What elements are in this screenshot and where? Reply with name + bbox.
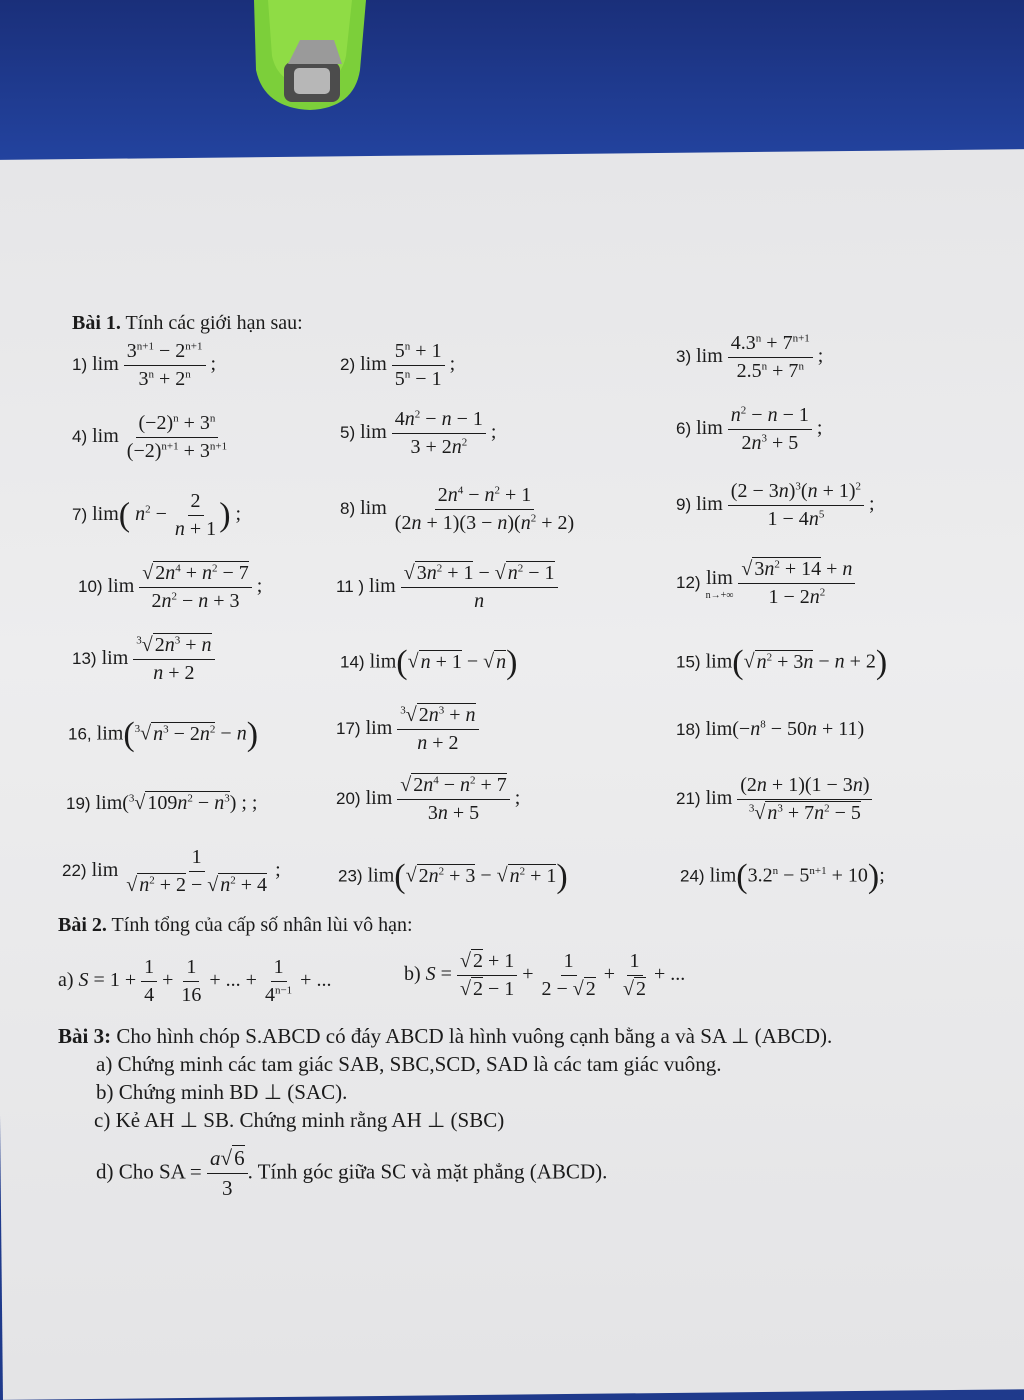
problem-12: [676, 558, 855, 609]
problem-label: 9): [676, 495, 692, 515]
problem-label: 12): [676, 573, 701, 593]
problem-label: 17): [336, 719, 361, 739]
fraction: $\frac{5^n + 1}{5^n - 1}$: [392, 340, 445, 391]
problem-6: 6) lim $\frac{n^2 - n - 1}{2n^3 + 5}$ ;: [676, 404, 823, 454]
fraction: $\frac{a√6}{3}$: [207, 1146, 248, 1201]
lim-with-subscript: [706, 567, 734, 601]
item-d-prefix: d) Cho SA =: [96, 1159, 202, 1184]
fraction: $\frac{^3√ 2n^3 + n}{n + 2}$: [397, 704, 478, 755]
bai1-instruction: Tính các giới hạn sau:: [125, 312, 303, 334]
item-label: b): [404, 963, 421, 986]
lim-subscript: n→+∞: [705, 589, 734, 601]
problem-13: [72, 634, 215, 685]
lim-text: lim: [696, 417, 723, 440]
lim-text: lim: [709, 864, 737, 887]
problem-label: 16,: [68, 724, 92, 744]
problem-11: [336, 562, 558, 613]
lim-text: lim: [696, 493, 723, 516]
problem-20: 20) lim $\frac{√ 2n^4 - n^2 + 7}{3n + 5}$ ;: [336, 774, 521, 824]
problem-9: 9) lim $\frac{(2 - 3n)^3(n + 1)^2}{1 - 4n^5}$ ;: [676, 480, 875, 530]
lim-text: lim: [92, 425, 119, 448]
fraction: $\frac{2}{n + 1}$: [174, 490, 217, 540]
problem-14: 14) lim(√ n + 1 − √ n): [340, 644, 518, 681]
problem-label: 5): [340, 423, 356, 443]
problem-2: 2) lim $\frac{5^n + 1}{5^n - 1}$ ;: [340, 340, 456, 390]
lim-text: lim: [92, 503, 119, 526]
lim-text: lim: [369, 575, 396, 598]
problem-label: 7): [72, 505, 88, 525]
fraction: $\frac{1}{√ n^2 + 2 - √ n^2 + 4}$: [126, 846, 268, 896]
lim-text: lim: [360, 497, 387, 520]
lim-text: lim: [101, 647, 129, 670]
bai3-item-b: b) Chứng minh BD ⊥ (SAC).: [96, 1080, 348, 1104]
fraction: $\frac{1}{2 - √ 2}$: [541, 950, 596, 1000]
fraction: $\frac{√ 3n^2 + 1 - √ n^2 - 1}{n}$: [401, 562, 558, 613]
lim-text: lim: [92, 353, 119, 376]
fraction: $\frac{4.3^n + 7^{n+1}}{2.5^n + 7^n}$: [728, 332, 813, 383]
fraction: $\frac{1}{16}$: [181, 956, 202, 1006]
lim-text: lim: [367, 864, 395, 887]
fraction: $\frac{n^2 - n - 1}{2n^3 + 5}$: [728, 404, 812, 455]
problem-7: 7) lim( $n^2$ − $\frac{2}{n + 1}$ ) ;: [72, 490, 242, 540]
problem-15: 15) lim(√ $n^2 + 3n - n + 2$): [676, 644, 888, 681]
problem-label: 14): [340, 652, 365, 672]
lim-text: lim: [705, 650, 733, 673]
lim-text: lim: [365, 787, 393, 810]
problem-16: 16, lim($^3$√ $n^3 - 2n^2 - n$): [68, 716, 259, 753]
bai3-item-c: c) Kẻ AH ⊥ SB. Chứng minh rằng AH ⊥ (SBC): [94, 1108, 505, 1132]
problem-8: [340, 484, 577, 535]
bai3-item-a: a) Chứng minh các tam giác SAB, SBC,SCD, SAD là các tam giác vuông.: [96, 1052, 722, 1076]
lim-text: lim: [696, 345, 723, 368]
fraction: $\frac{1}{4}$: [141, 956, 157, 1007]
problem-19: 19) lim($^3$√ $109n^2 - n^3$) ; ;: [66, 792, 258, 814]
problem-label: 10): [78, 577, 103, 597]
problem-label: 11 ): [336, 577, 365, 597]
problem-4: [72, 412, 230, 463]
lim-text: lim: [360, 421, 387, 444]
problem-3: 3) lim $\frac{4.3^n + 7^{n+1}}{2.5^n + 7^n}$ ;: [676, 332, 824, 382]
lim-text: lim: [705, 787, 733, 810]
problem-label: 18): [676, 720, 701, 739]
problem-label: 19): [66, 794, 91, 813]
fraction: $\frac{^3√ 2n^3 + n}{n + 2}$: [133, 634, 214, 685]
problem-10: 10) lim $\frac{√ 2n^4 + n^2 - 7}{2n^2 - n + 3}$ ;: [78, 562, 263, 612]
bai2-b: b) S = $\frac{√ 2 + 1}{√ 2 - 1}$ + $\frac{1}{2 - √ 2}$ + $\frac{1}{√ 2}$ + ...: [404, 950, 686, 1000]
bai1-title: Bài 1.: [72, 312, 121, 334]
lim-text: lim: [365, 717, 393, 740]
fraction: $\frac{2n^4 - n^2 + 1}{(2n + 1)(3 - n)(n^2 + 2)}$: [394, 484, 575, 534]
bai3-heading: [58, 1024, 832, 1049]
problem-label: 4): [72, 427, 88, 447]
problem-label: 3): [676, 347, 692, 367]
problem-1: 1) lim $\frac{3^{n+1} - 2^{n+1}}{3^n + 2^n}$ ;: [72, 340, 217, 390]
fraction: $\frac{√ 2n^4 - n^2 + 7}{3n + 5}$: [397, 774, 510, 825]
problem-5: 5) lim $\frac{4n^2 - n - 1}{3 + 2n^2}$ ;: [340, 408, 497, 458]
problem-24: 24) $\lim(3.2^n - 5^{n+1} + 10)$;: [680, 858, 885, 895]
problem-23: 23) lim(√ $2n^2 + 3$ − √ $n^2 + 1$): [338, 858, 568, 895]
fraction: $\frac{√ 2 + 1}{√ 2 - 1}$: [457, 950, 517, 1001]
problem-label: 13): [72, 649, 97, 669]
bai2-a: a) S = 1 + $\frac{1}{4}$ + $\frac{1}{16}$ + ... + $\frac{1}{4^{n-1}}$ + ...: [58, 956, 332, 1006]
fraction: $\frac{3^{n+1} - 2^{n+1}}{3^n + 2^n}$: [124, 340, 206, 391]
bai2-instruction: Tính tổng của cấp số nhân lùi vô hạn:: [111, 914, 413, 936]
lim-text: lim: [96, 722, 124, 745]
problem-label: 21): [676, 789, 701, 809]
fraction: $\frac{√ 2n^4 + n^2 - 7}{2n^2 - n + 3}$: [139, 562, 252, 613]
lim-text: lim: [107, 575, 135, 598]
problem-label: 6): [676, 419, 692, 439]
fraction: $\frac{√ 3n^2 + 14 + n}{1 - 2n^2}$: [738, 558, 855, 609]
problem-label: 20): [336, 789, 361, 809]
fraction: $\frac{1}{4^{n-1}}$: [264, 956, 293, 1006]
problem-21: [676, 774, 872, 825]
lim-text: lim: [91, 859, 119, 882]
problem-label: 8): [340, 499, 356, 519]
fraction: $\frac{(-2)^n + 3^n}{(-2)^{n+1} + 3^{n+1}}$: [126, 412, 228, 462]
problem-label: 1): [72, 355, 88, 375]
problem-17: [336, 704, 479, 755]
lim-text: lim: [95, 792, 123, 814]
bai3-item-d: [96, 1146, 607, 1201]
fraction: $\frac{(2 - 3n)^3(n + 1)^2}{1 - 4n^5}$: [728, 480, 864, 531]
item-d-suffix: . Tính góc giữa SC và mặt phẳng (ABCD).: [247, 1159, 608, 1184]
bai3-title: Bài 3:: [58, 1024, 112, 1048]
lim-text: lim: [705, 718, 733, 740]
bai1-heading: [72, 312, 303, 335]
problem-22: 22) lim $\frac{1}{√ n^2 + 2 - √ n^2 + 4}$ ;: [62, 846, 281, 896]
fraction: $\frac{(2n + 1)(1 - 3n)}{^3√ n^3 + 7n^2 - 5}$: [737, 774, 872, 825]
problem-label: 23): [338, 866, 363, 886]
bai2-heading: [58, 914, 413, 937]
lim-text: lim: [360, 353, 387, 376]
fraction: $\frac{4n^2 - n - 1}{3 + 2n^2}$: [392, 408, 486, 459]
bai3-statement: Cho hình chóp S.ABCD có đáy ABCD là hình vuông cạnh bằng a và SA ⊥ (ABCD).: [116, 1024, 833, 1048]
problem-label: 24): [680, 866, 705, 886]
problem-18: 18) $\lim(-n^8 - 50n + 11)$: [676, 718, 865, 740]
problem-label: 2): [340, 355, 356, 375]
item-label: a): [58, 969, 74, 992]
lim-text: lim: [706, 566, 733, 589]
problem-label: 22): [62, 861, 87, 881]
bai2-title: Bài 2.: [58, 914, 107, 936]
lim-text: lim: [369, 650, 397, 673]
problem-label: 15): [676, 652, 701, 672]
fraction: $\frac{1}{√ 2}$: [623, 950, 647, 1000]
